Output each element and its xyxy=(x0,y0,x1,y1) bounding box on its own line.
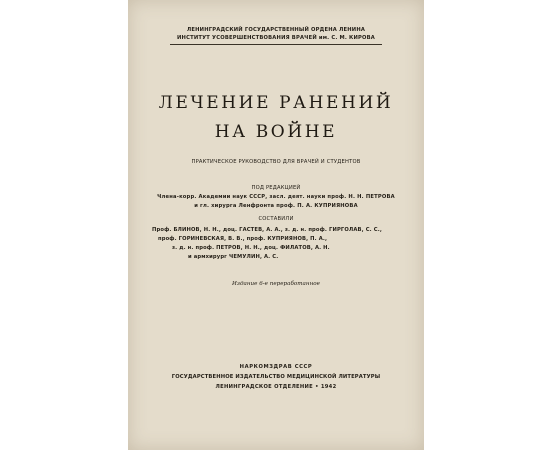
book-title-line-2: НА ВОЙНЕ xyxy=(214,122,338,142)
institution-line-2: ИНСТИТУТ УСОВЕРШЕНСТВОВАНИЯ ВРАЧЕЙ им. С. М. КИРОВА xyxy=(176,35,375,41)
book-subtitle: ПРАКТИЧЕСКОЕ РУКОВОДСТВО ДЛЯ ВРАЧЕЙ И СТУДЕНТОВ xyxy=(191,159,361,165)
editors-line-1: Члена-корр. Академии наук СССР, засл. деят. науки проф. Н. Н. ПЕТРОВА xyxy=(157,194,395,200)
compilers-heading: СОСТАВИЛИ xyxy=(258,216,294,222)
editors-heading: ПОД РЕДАКЦИЕЙ xyxy=(251,185,301,191)
title-page xyxy=(128,0,424,450)
editors-line-2: и гл. хирурга Ленфронта проф. П. А. КУПРИЯНОВА xyxy=(194,203,358,209)
edition-note: Издание 6-е переработанное xyxy=(232,281,320,287)
institution-divider xyxy=(170,44,382,45)
compilers-line-2: проф. ГОРИНЕВСКАЯ, В. В., проф. КУПРИЯНОВ, П. А., xyxy=(158,236,328,242)
compilers-line-3: з. д. н. проф. ПЕТРОВ, Н. Н., доц. ФИЛАТОВ, А. Н. xyxy=(172,245,330,251)
institution-line-1: ЛЕНИНГРАДСКИЙ ГОСУДАРСТВЕННЫЙ ОРДЕНА ЛЕНИНА xyxy=(186,27,366,33)
publisher-line-1: НАРКОМЗДРАВ СССР xyxy=(239,364,313,370)
compilers-line-1: Проф. БЛИНОВ, Н. Н., доц. ГАСТЕВ, А. А., з. д. н. проф. ГИРГОЛАВ, С. С., xyxy=(152,227,382,233)
publisher-line-3: ЛЕНИНГРАДСКОЕ ОТДЕЛЕНИЕ • 1942 xyxy=(215,384,337,390)
compilers-line-4: и армхирург ЧЕМУЛИН, А. С. xyxy=(188,254,279,260)
book-title-line-1: ЛЕЧЕНИЕ РАНЕНИЙ xyxy=(158,93,394,113)
publisher-line-2: ГОСУДАРСТВЕННОЕ ИЗДАТЕЛЬСТВО МЕДИЦИНСКОЙ ЛИТЕРАТУРЫ xyxy=(171,374,381,380)
